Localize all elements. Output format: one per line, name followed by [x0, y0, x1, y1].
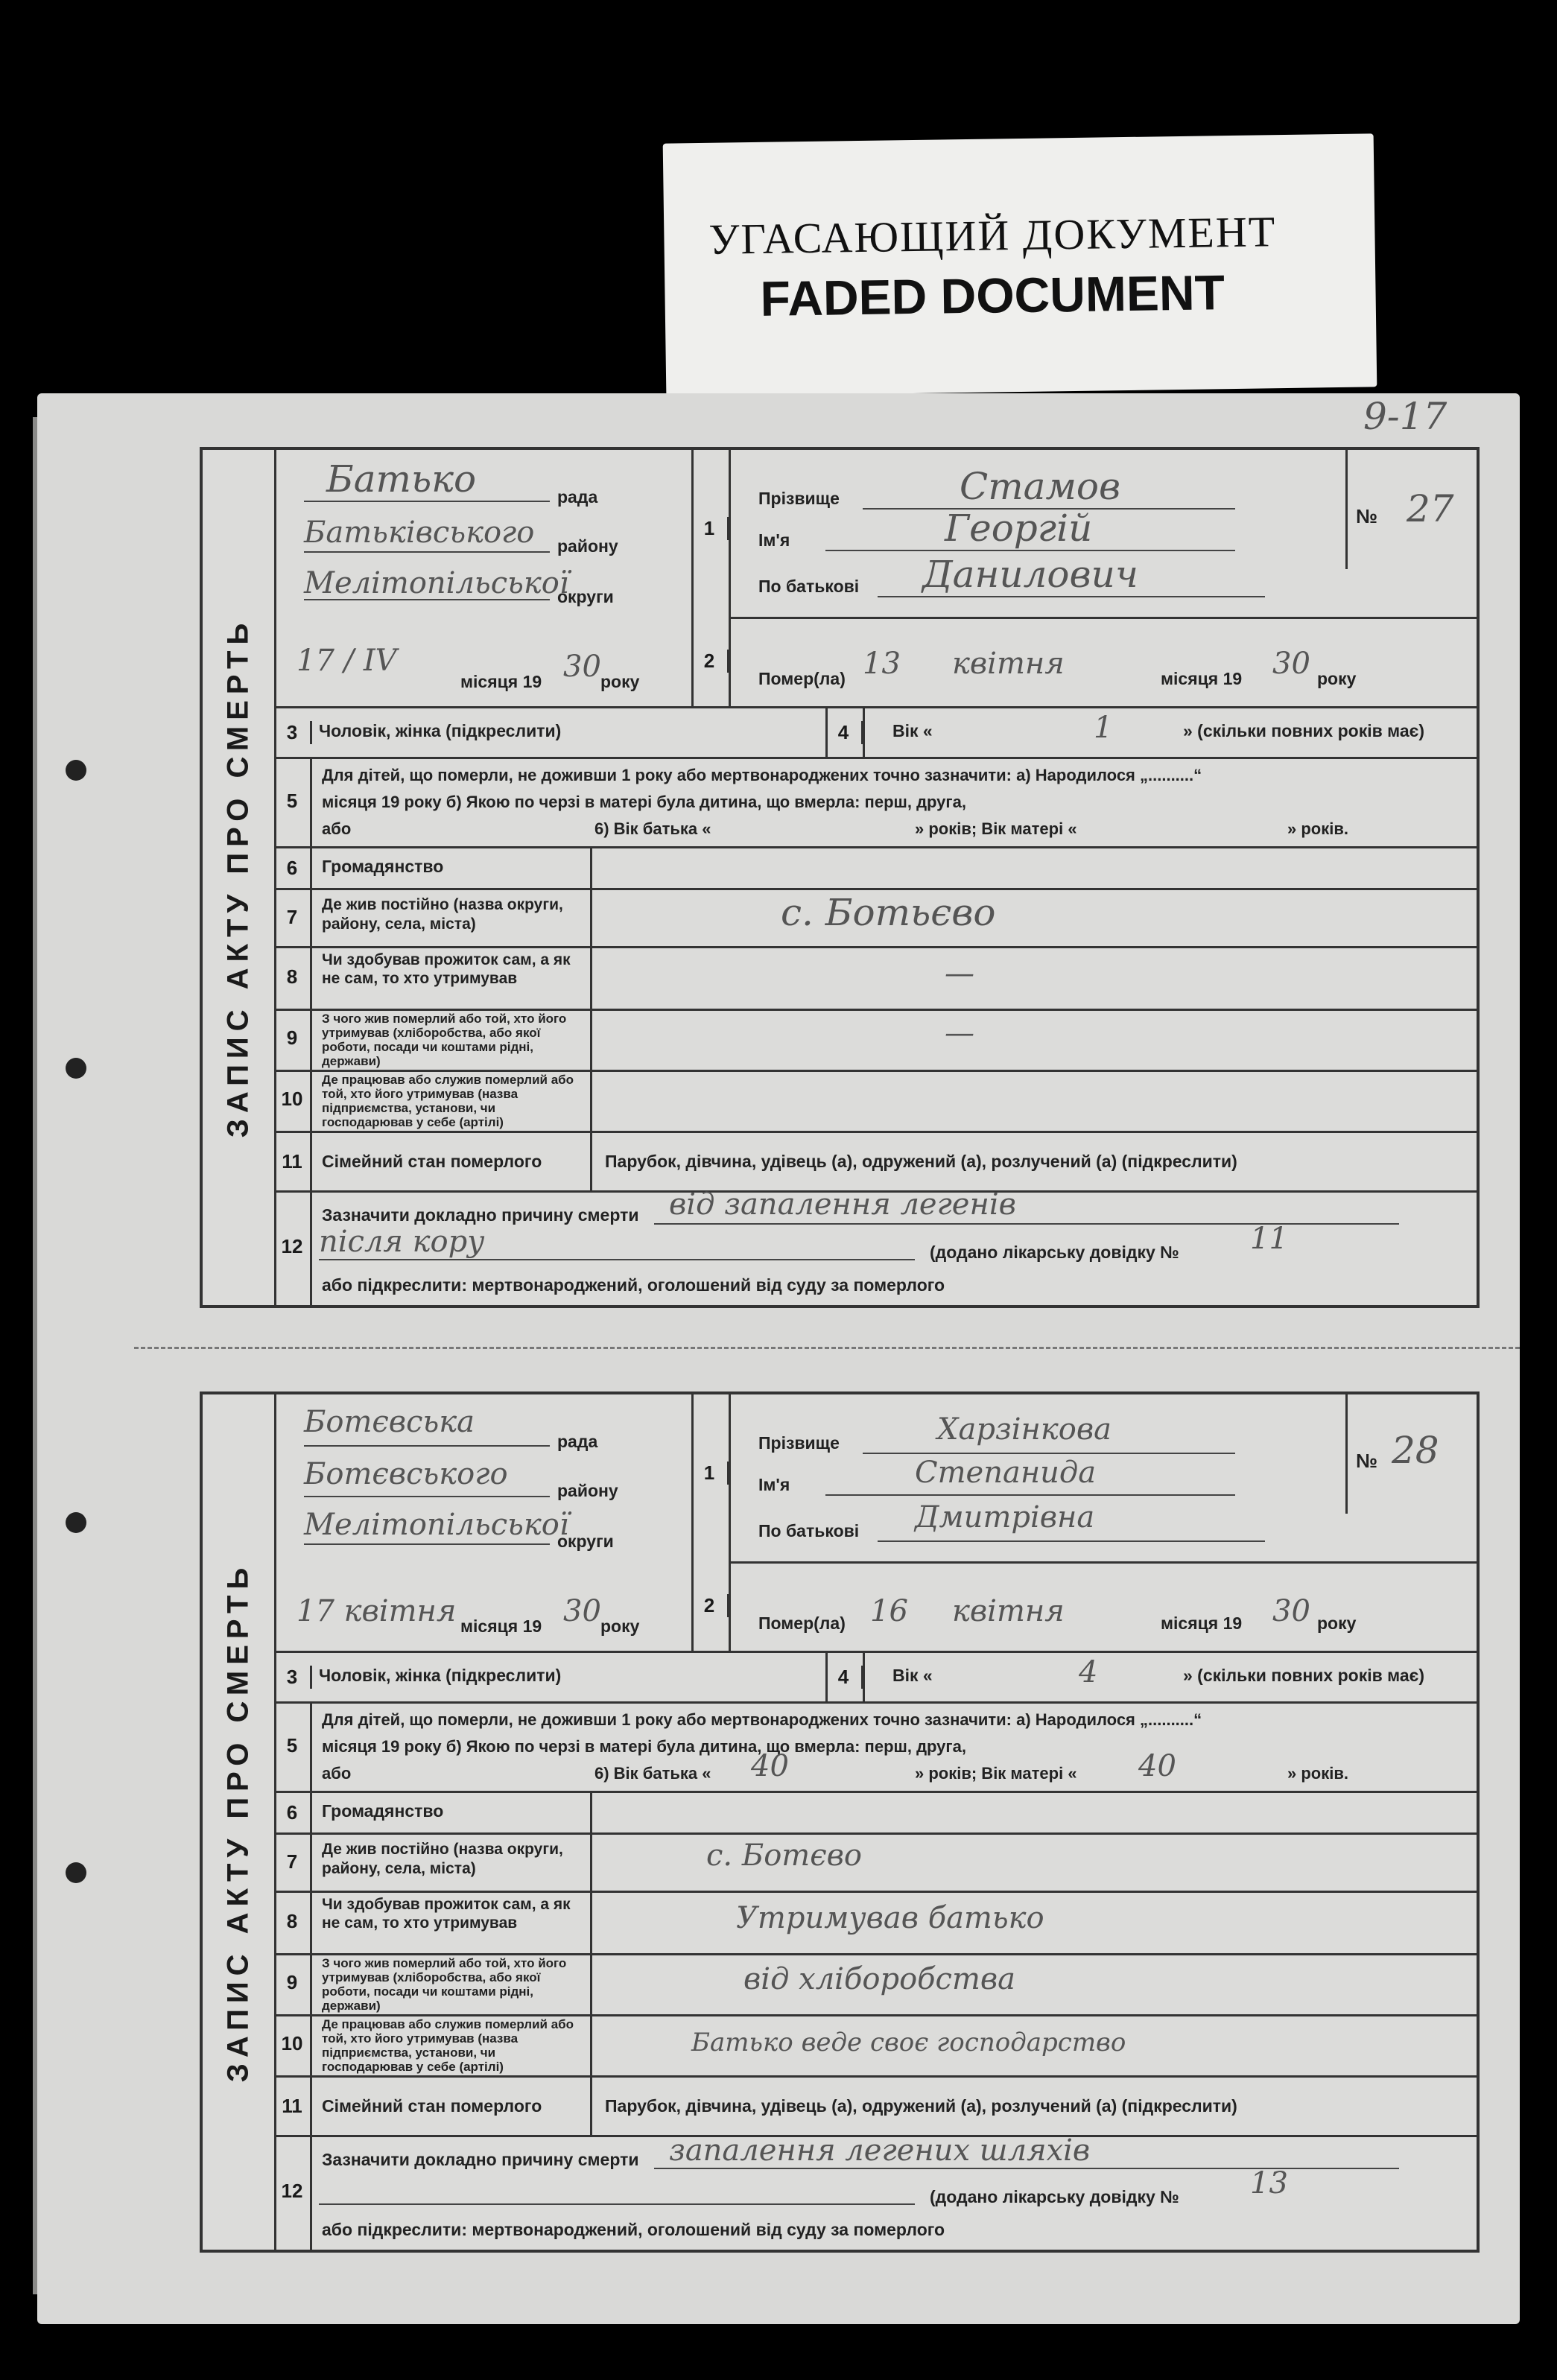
label-citizenship: Громадянство: [322, 1801, 444, 1821]
label-cert: (додано лікарську довідку №: [930, 2187, 1179, 2206]
income-row: [274, 1009, 1477, 1072]
label-russian: УГАСАЮЩИЙ ДОКУМЕНТ: [708, 207, 1277, 264]
row-number: 2: [691, 650, 729, 673]
death-record-form-2: [200, 1391, 1480, 2253]
income-source-value: від хліборобства: [743, 1962, 1016, 1996]
label-citizenship: Громадянство: [322, 857, 444, 876]
label-year: року: [1317, 1613, 1357, 1633]
label-sex: Чоловік, жінка (підкреслити): [319, 1666, 562, 1685]
death-month: квітня: [952, 1594, 1065, 1628]
citizenship-row: [274, 1791, 1477, 1835]
children-text-3a: або: [322, 1764, 352, 1783]
tear-line: [134, 1347, 1520, 1349]
label-marital: Сімейний стан померлого: [322, 2096, 542, 2116]
label-cause: Зазначити докладно причину смерти: [322, 2150, 639, 2169]
row-number: 8: [286, 1910, 298, 1932]
row-number: 11: [282, 1150, 302, 1172]
citizenship-row: [274, 846, 1477, 890]
registration-date: 17 квітня: [297, 1594, 457, 1628]
children-text-3b: 6) Вік батька «: [594, 1764, 711, 1783]
age-value: 4: [1079, 1655, 1098, 1689]
label-age-suffix: » (скільки повних років має): [1183, 1666, 1425, 1685]
residence-row: [274, 888, 1477, 948]
label-patronymic: По батькові: [758, 577, 860, 596]
children-row: [274, 757, 1477, 848]
label-age: Вік «: [892, 721, 933, 740]
age-value: 1: [1094, 711, 1113, 745]
death-day: 16: [870, 1594, 908, 1628]
children-text-3a: або: [322, 819, 352, 838]
row-number: 9: [286, 1026, 298, 1049]
children-text-2: місяця 19 року б) Якою по черзі в матері була дитина, що вмерла: перш, друга,: [322, 793, 966, 811]
children-text-3d: » років.: [1287, 1764, 1348, 1783]
livelihood-row: [274, 946, 1477, 1011]
label-okruha: округи: [557, 587, 614, 606]
sex-age-row: [274, 1651, 1477, 1704]
label-cause-alt: або підкреслити: мертвонароджений, оголошений від суду за померлого: [322, 2220, 945, 2239]
children-text-1: Для дітей, що померли, не доживши 1 року або мертвонароджених точно зазначити: а) Народилося „..........“: [322, 766, 1202, 784]
death-record-form-1: [200, 447, 1480, 1308]
label-raion: району: [557, 536, 618, 556]
perforation-hole: [66, 1512, 86, 1533]
livelihood-value: Утримував батько: [736, 1901, 1044, 1935]
label-died: Помер(ла): [758, 669, 846, 688]
label-residence: Де жив постійно (назва округи, району, села, міста): [322, 896, 563, 933]
label-raion: району: [557, 1481, 618, 1500]
label-surname: Прізвище: [758, 489, 840, 508]
marital-options: Парубок, дівчина, удівець (а), одружений (а), розлучений (а) (підкреслити): [605, 2096, 1237, 2116]
label-month: місяця 19: [1161, 1613, 1243, 1633]
children-text-3c: » років; Вік матері «: [915, 1764, 1077, 1783]
sex-age-row: [274, 706, 1477, 759]
label-livelihood: Чи здобував прожиток сам, а як не сам, то хто утримував: [322, 951, 571, 987]
label-okruha: округи: [557, 1532, 614, 1551]
row-number: 9: [286, 1971, 298, 1993]
row-number: 12: [281, 1235, 303, 1257]
children-text-3b: 6) Вік батька «: [594, 819, 711, 838]
father-age: 40: [751, 1749, 789, 1783]
label-workplace: Де працював або служив померлий або той, хто його утримував (назва підприємства, установи, чи господарював у себе (артілі): [322, 1073, 574, 1129]
cause-row: [274, 1187, 1477, 1305]
label-month: місяця 19: [460, 672, 542, 691]
row-number: 5: [274, 1734, 312, 1757]
cause-value-1: від запалення легенів: [669, 1187, 1016, 1222]
workplace-row: [274, 2014, 1477, 2078]
cause-row: [274, 2135, 1477, 2250]
label-year: року: [1317, 669, 1357, 688]
children-text-1: Для дітей, що померли, не доживши 1 року або мертвонароджених точно зазначити: а) Народилося „..........“: [322, 1710, 1202, 1729]
form-title: ЗАПИС АКТУ ПРО СМЕРТЬ: [203, 450, 276, 1305]
registration-year: 30: [563, 1594, 601, 1628]
okruha: Мелітопільської: [304, 566, 569, 600]
registration-date: 17 / IV: [297, 644, 397, 678]
row-number: 10: [281, 2032, 303, 2054]
name-value: Георгій: [945, 507, 1093, 550]
label-number: №: [1356, 1450, 1377, 1472]
cause-value-1: запалення легених шляхів: [669, 2133, 1091, 2168]
income-row: [274, 1953, 1477, 2016]
workplace-row: [274, 1070, 1477, 1133]
label-sex: Чоловік, жінка (підкреслити): [319, 721, 562, 740]
row-number: 7: [286, 1850, 298, 1873]
okruha: Мелітопільської: [304, 1508, 569, 1542]
cert-number: 13: [1250, 2166, 1288, 2200]
label-surname: Прізвище: [758, 1433, 840, 1453]
patronymic-value: Данилович: [922, 553, 1138, 596]
header-block: [274, 450, 1477, 617]
row-number: 3: [274, 721, 312, 744]
label-died: Помер(ла): [758, 1613, 846, 1633]
surname-value: Стамов: [960, 465, 1121, 508]
marital-row: [274, 2075, 1477, 2137]
label-income-source: З чого жив померлий або той, хто його утримував (хліборобства, або якої роботи, посади чи коштами рідні, держави): [322, 1012, 567, 1068]
village-council: Батько: [326, 457, 477, 501]
label-workplace: Де працював або служив померлий або той, хто його утримував (назва підприємства, установи, чи господарював у себе (артілі): [322, 2017, 574, 2074]
label-patronymic: По батькові: [758, 1521, 860, 1540]
children-text-3d: » років.: [1287, 819, 1348, 838]
label-income-source: З чого жив померлий або той, хто його утримував (хліборобства, або якої роботи, посади чи коштами рідні, держави): [322, 1956, 567, 2013]
row-number: 11: [282, 2095, 302, 2117]
page-number: 9-17: [1363, 395, 1447, 438]
label-livelihood: Чи здобував прожиток сам, а як не сам, то хто утримував: [322, 1896, 571, 1932]
workplace-value: Батько веде своє господарство: [691, 2028, 1126, 2057]
label-english: FADED DOCUMENT: [760, 264, 1225, 326]
perforation-hole: [66, 1058, 86, 1079]
label-residence: Де жив постійно (назва округи, району, села, міста): [322, 1841, 563, 1877]
residence-value: с. Ботєво: [706, 1838, 863, 1873]
surname-value: Харзінкова: [937, 1412, 1112, 1447]
income-source-value: —: [945, 1016, 974, 1050]
label-cause-alt: або підкреслити: мертвонароджений, оголошений від суду за померлого: [322, 1275, 945, 1295]
label-number: №: [1356, 505, 1377, 527]
mother-age: 40: [1138, 1749, 1176, 1783]
district: Ботєвського: [304, 1457, 508, 1491]
registration-year: 30: [563, 650, 601, 684]
label-name: Ім'я: [758, 530, 790, 550]
form-title: ЗАПИС АКТУ ПРО СМЕРТЬ: [203, 1394, 276, 2250]
name-value: Степанида: [915, 1456, 1097, 1490]
marital-options: Парубок, дівчина, удівець (а), одружений (а), розлучений (а) (підкреслити): [605, 1152, 1237, 1171]
cert-number: 11: [1250, 1222, 1288, 1256]
children-text-3c: » років; Вік матері «: [915, 819, 1077, 838]
death-day: 13: [863, 647, 901, 681]
label-cause: Зазначити докладно причину смерти: [322, 1205, 639, 1225]
perforation-hole: [66, 1862, 86, 1883]
row-number: 6: [286, 857, 298, 879]
dates-row: [274, 1561, 1477, 1653]
label-rada: рада: [557, 1432, 598, 1451]
row-number: 2: [691, 1594, 729, 1617]
row-number: 12: [281, 2180, 303, 2202]
patronymic-value: Дмитрівна: [915, 1500, 1095, 1535]
label-age-suffix: » (скільки повних років має): [1183, 721, 1425, 740]
children-row: [274, 1701, 1477, 1793]
label-year: року: [600, 672, 640, 691]
record-number: 28: [1392, 1429, 1439, 1472]
label-month: місяця 19: [1161, 669, 1243, 688]
livelihood-value: —: [945, 956, 974, 991]
children-text-2: місяця 19 року б) Якою по черзі в матері була дитина, що вмерла: перш, друга,: [322, 1737, 966, 1756]
perforation-hole: [66, 760, 86, 781]
row-number: 5: [274, 790, 312, 813]
row-number: 7: [286, 906, 298, 928]
row-number: 4: [825, 721, 863, 744]
residence-row: [274, 1832, 1477, 1893]
residence-value: с. Ботьєво: [781, 891, 996, 934]
label-marital: Сімейний стан померлого: [322, 1152, 542, 1171]
label-month: місяця 19: [460, 1616, 542, 1636]
record-number: 27: [1407, 487, 1454, 530]
death-month: квітня: [952, 647, 1065, 681]
row-number: 8: [286, 965, 298, 988]
label-rada: рада: [557, 487, 598, 507]
death-year: 30: [1272, 647, 1310, 681]
row-number: 6: [286, 1801, 298, 1824]
livelihood-row: [274, 1891, 1477, 1955]
village-council: Ботєвська: [304, 1405, 475, 1439]
row-number: 1: [691, 1462, 729, 1485]
marital-row: [274, 1131, 1477, 1193]
row-number: 10: [281, 1088, 303, 1110]
row-number: 4: [825, 1666, 863, 1689]
faded-document-label: [663, 133, 1377, 396]
row-number: 3: [274, 1666, 312, 1689]
label-cert: (додано лікарську довідку №: [930, 1243, 1179, 1262]
label-year: року: [600, 1616, 640, 1636]
label-age: Вік «: [892, 1666, 933, 1685]
cause-value-2: після кору: [319, 1225, 485, 1259]
death-year: 30: [1272, 1594, 1310, 1628]
row-number: 1: [691, 517, 729, 540]
label-name: Ім'я: [758, 1475, 790, 1494]
dates-row: [274, 617, 1477, 708]
header-block: [274, 1394, 1477, 1561]
district: Батьківського: [304, 515, 535, 550]
